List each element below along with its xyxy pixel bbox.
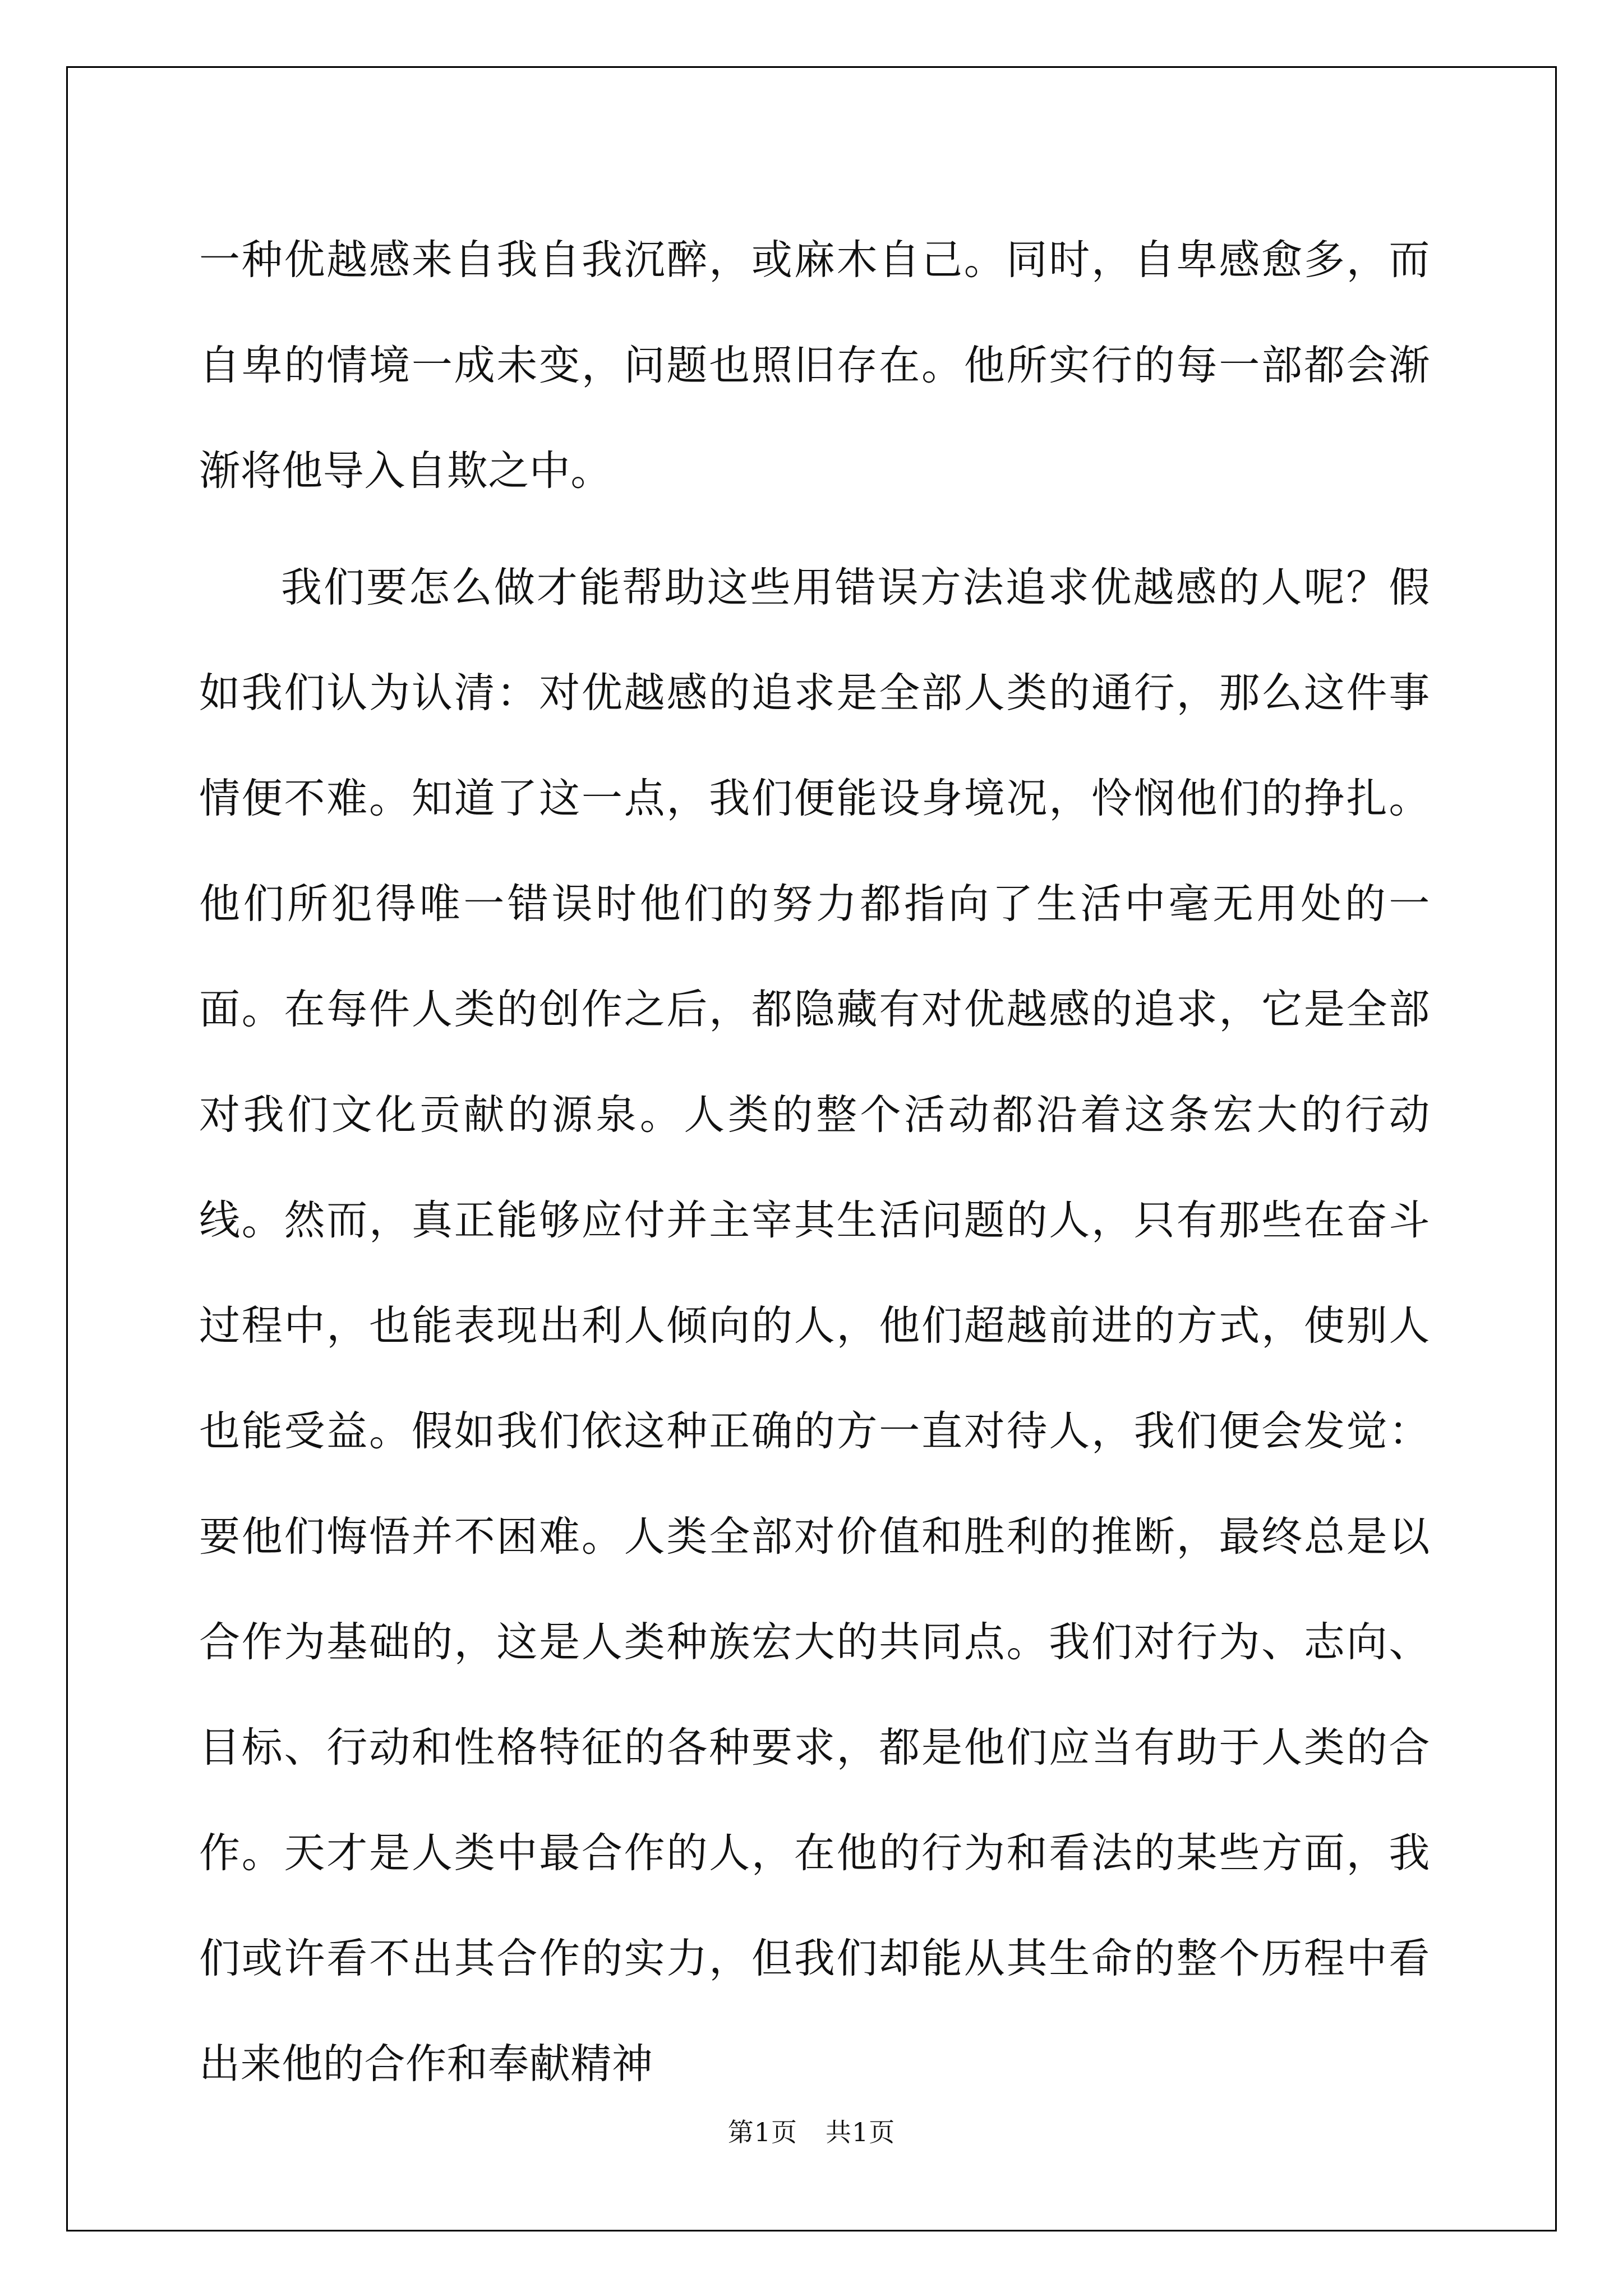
document-body — [199, 208, 1430, 2117]
paragraph-1: 一种优越感来自我自我沉醉，或麻木自己。同时，自卑感愈多，而自卑的情境一成未变，问题也照旧存在。他所实行的每一部都会渐渐将他导入自欺之中。 — [199, 236, 1430, 495]
paragraph-2: 我们要怎么做才能帮助这些用错误方法追求优越感的人呢？假如我们认为认清：对优越感的追求是全部人类的通行，那么这件事情便不难。知道了这一点，我们便能设身境况，怜悯他们的挣扎。他们所犯得唯一错误时他们的努力都指向了生活中毫无用处的一面。在每件人类的创作之后，都隐藏有对优越感的追求，它是全部对我们文化贡献的源泉。人类的整个活动都沿着这条宏大的行动线。然而，真正能够应付并主宰其生活问题的人，只有那些在奋斗过程中，也能表现出利人倾向的人，他们超越前进的方式，使别人也能受益。假如我们依这种正确的方一直对待人，我们便会发觉：要他们悔悟并不困难。人类全部对价值和胜利的推断，最终总是以合作为基础的，这是人类种族宏大的共同点。我们对行为、志向、目标、行动和性格特征的各种要求，都是他们应当有助于人类的合作。天才是人类中最合作的人，在他的行为和看法的某些方面，我们或许看不出其合作的实力，但我们却能从其生命的整个历程中看出来他的合作和奉献精神 — [199, 564, 1430, 2088]
page-footer — [0, 2112, 1623, 2149]
page-number: 第1页 — [727, 2117, 797, 2147]
page-total: 共1页 — [826, 2117, 896, 2147]
